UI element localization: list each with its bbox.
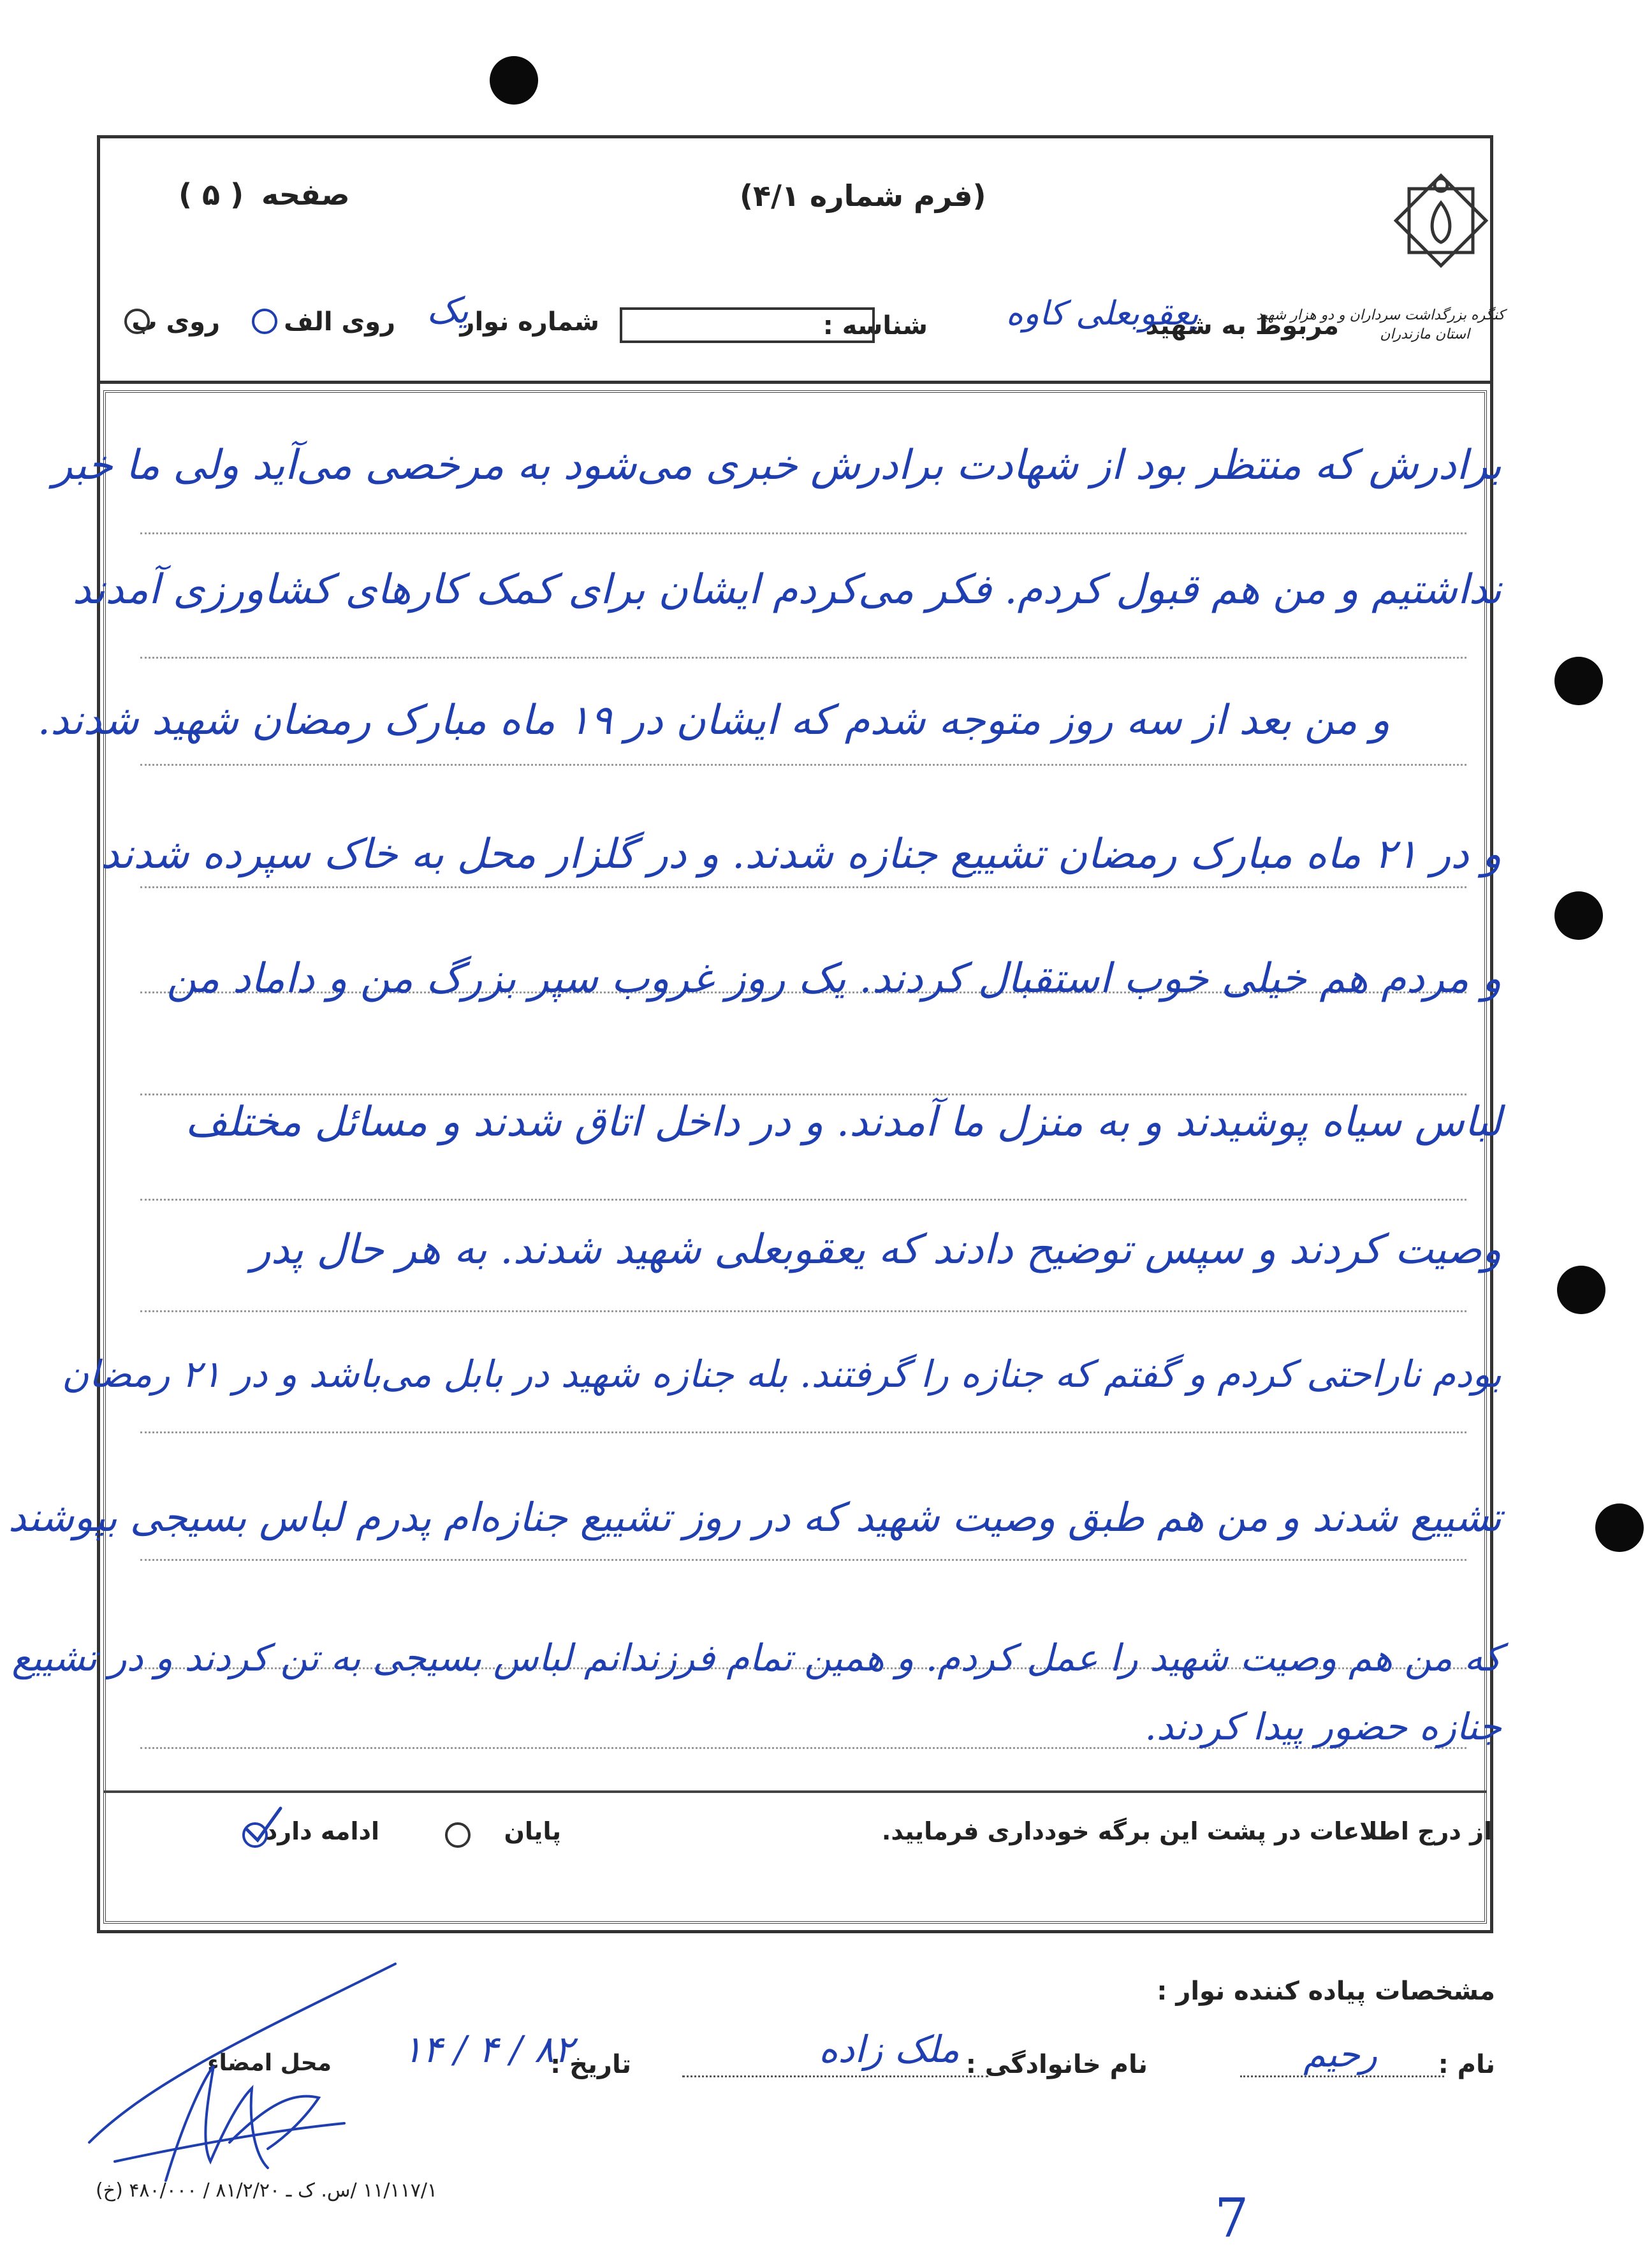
punch-hole [1557, 1266, 1605, 1314]
ruled-line [140, 1094, 1466, 1095]
tape-number-value: یک [427, 290, 469, 332]
last-name-label: نام خانوادگی : [965, 2050, 1148, 2079]
first-name-value: رحیم [1303, 2034, 1377, 2075]
ruled-line [140, 764, 1466, 766]
related-martyr-label: مربوط به شهید [1145, 311, 1339, 340]
organization-logo [1380, 171, 1502, 298]
ruled-line [140, 532, 1466, 534]
signature-label: محل امضاء [207, 2050, 332, 2076]
transcriber-section-title: مشخصات پیاده کننده نوار : [1157, 1977, 1495, 2006]
form-number: (فرم شماره ۴/۱) [740, 179, 986, 213]
first-name-dots [1240, 2075, 1444, 2077]
last-name-dots [682, 2075, 988, 2077]
continues-label: ادامه دارد [265, 1817, 379, 1845]
ruled-line [140, 886, 1466, 888]
body-line: بودم ناراحتی کردم و گفتم که جنازه را گرفتند. بله جنازه شهید در بابل می‌باشد و در ۲۱ رمضان [61, 1352, 1502, 1396]
last-name-value: ملک زاده [819, 2028, 960, 2071]
side-b-label: روی ب [131, 307, 220, 337]
form-header [97, 135, 1493, 384]
body-line: و من بعد از سه روز متوجه شدم که ایشان در ۱۹ ماه مبارک رمضان شهید شدند. [37, 697, 1390, 744]
footer-divider [103, 1790, 1487, 1793]
punch-hole [1554, 657, 1603, 705]
ruled-line [140, 657, 1466, 659]
body-line: نداشتیم و من هم قبول کردم. فکر می‌کردم ایشان برای کمک کارهای کشاورزی آمدند [72, 566, 1502, 613]
date-value: ۸۲ / ۴ / ۱۴ [402, 2028, 574, 2071]
ruled-line [140, 1310, 1466, 1312]
org-caption-line2: استان مازندران [1380, 326, 1470, 342]
side-a-checkbox [252, 309, 277, 334]
end-label: پایان [504, 1817, 561, 1845]
punch-hole [1595, 1503, 1644, 1552]
body-line: وصیت کردند و سپس توضیح دادند که یعقوبعلی شهید شدند. به هر حال پدر [251, 1226, 1502, 1273]
id-label: شناسه : [822, 311, 928, 340]
body-line: برادرش که منتظر بود از شهادت برادرش خبری می‌شود به مرخصی می‌آید ولی ما خبر [52, 442, 1502, 489]
page-label: صفحه [261, 177, 350, 212]
print-code: ۱۱/۱۱۷/۱ /س. ک ـ ۸۱/۲/۲۰ / ۴۸۰/۰۰۰ (خ) [96, 2179, 438, 2202]
check-mark-icon [241, 1804, 286, 1849]
end-checkbox [445, 1822, 471, 1848]
ruled-line [140, 1431, 1466, 1433]
body-line: تشییع شدند و من هم طبق وصیت شهید که در روز تشییع جنازه‌ام پدرم لباس بسیجی بپوشند [8, 1494, 1502, 1540]
tape-number-label: شماره نوار [460, 307, 599, 337]
page-value: ( ۵ ) [179, 177, 244, 212]
body-line: و در ۲۱ ماه مبارک رمضان تشییع جنازه شدند. و در گلزار محل به خاک سپرده شدند [100, 831, 1502, 878]
ruled-line [140, 1199, 1466, 1201]
side-b-checkbox [124, 309, 150, 334]
body-line: لباس سیاه پوشیدند و به منزل ما آمدند. و در داخل اتاق شدند و مسائل مختلف [185, 1099, 1502, 1146]
date-label: تاریخ : [550, 2050, 631, 2079]
page-number: 7 [1215, 2187, 1249, 2250]
first-name-label: نام : [1438, 2050, 1495, 2079]
punch-hole [490, 56, 538, 105]
id-input-box [620, 307, 875, 343]
notice-text: از درج اطلاعات در پشت این برگه خودداری فرمایید. [881, 1817, 1492, 1845]
ruled-line [140, 1559, 1466, 1561]
punch-hole [1554, 891, 1603, 940]
side-a-label: روی الف [284, 307, 395, 337]
body-line: که من هم وصیت شهید را عمل کردم. و همین تمام فرزندانم لباس بسیجی به تن کردند و در تشییع [11, 1636, 1502, 1679]
body-line: و مردم هم خیلی خوب استقبال کردند. یک روز غروب سپر بزرگ من و داماد من [166, 955, 1502, 1002]
signature-scribble [77, 1951, 434, 2193]
handwritten-body [103, 390, 1487, 1924]
org-caption-line1: کنگره بزرگداشت سرداران و دو هزار شهید [1256, 307, 1505, 323]
martyr-name-value: یعقوبعلی کاوه [1005, 295, 1199, 333]
body-line: جنازه حضور پیدا کردند. [1144, 1705, 1502, 1748]
